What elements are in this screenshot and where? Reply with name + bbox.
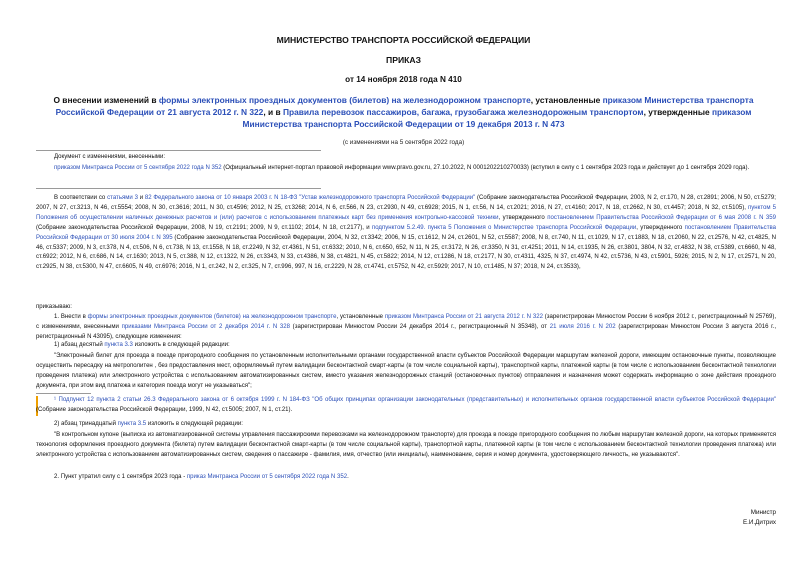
title-text: , установленные: [530, 95, 603, 105]
item-text: (зарегистрирован Минюстом России 24 декабря 2014 г., регистрационный N 35348), от: [289, 323, 550, 330]
title-link-order-473[interactable]: приказом Министерства транспорта Российской Федерации от 19 декабря 2013 г. N 473: [242, 107, 752, 130]
item1-link-order-202[interactable]: 21 июля 2016 г. N 202: [549, 323, 616, 330]
subitem-2-quote: "В контрольном купоне (выписка из автоматизированной системы управления пассажирскими перевозками на железнодорожном транспорте) для проезда в поезде пригородного сообщения по любым маршрутам железной дороги, на которых применяется технология оформления проездного документа (билета) путем валидации бесконтактной смарт-карты (в том числе социальной карты), транспортной карты, платежной карты (в том числе с использованием бесконтактной технологии проведения платежа) или электронного устройства с использованием автоматизированных систем, сведения о пассажире - фамилия, имя, отчество (или инициалы), наименование, серия и номер документа, удостоверяющего личность, не указываются".: [36, 432, 776, 458]
preamble-text: , утвержденного: [498, 214, 548, 221]
footnote-link-law-184fz[interactable]: ¹ Подпункт 12 пункта 2 статьи 26.3 Федерального закона от 6 октября 1999 г. N 184-ФЗ "Об общих принципах организации законодательных (представительных) и исполнительных органов государственной власти субъектов Российской Федерации": [54, 397, 776, 403]
title-link-rules[interactable]: Правила перевозок пассажиров, багажа, грузобагажа железнодорожным транспортом: [282, 107, 644, 118]
title-text: О внесении изменений в: [53, 95, 159, 105]
divider: [36, 188, 321, 189]
item-text: (зарегистрирован Минюстом России 6 ноября 2012 г., регистрационный N 25769), с изменениями, внесенными: [36, 314, 777, 330]
order-word: приказываю:: [36, 304, 72, 310]
item1-link-order-328[interactable]: приказами Минтранса России от 2 декабря 2014 г. N 328: [121, 323, 290, 330]
item-1-paragraph: [36, 313, 776, 343]
preamble-link-articles-3[interactable]: статьями 3: [107, 195, 138, 201]
subitem-text: изложить в следующей редакции:: [132, 342, 230, 348]
ministry-heading: МИНИСТЕРСТВО ТРАНСПОРТА РОССИЙСКОЙ ФЕДЕРАЦИИ: [276, 35, 531, 45]
item1-link-forms[interactable]: формы электронных проездных документов (билетов) на железнодорожном транспорте: [87, 314, 337, 320]
preamble-text: (Собрание законодательства Российской Федерации, 2008, N 19, ст.2191; 2009, N 9, ст.1102; 2014, N 18, ст.2177), и: [36, 224, 372, 231]
doc-date-number: от 14 ноября 2018 года N 410: [345, 75, 462, 84]
changes-text: (Официальный интернет-портал правовой информации www.pravo.gov.ru, 27.10.2022, N 0001202210270033) (вступил в силу с 1 сентября 2023 года и действует до 1 сентября 2029 года).: [221, 165, 750, 171]
preamble-text: и: [137, 195, 145, 201]
subitem1-link-point-3-3[interactable]: пункта 3.3: [104, 342, 133, 348]
subitem2-link-point-3-5[interactable]: пункта 3.5: [117, 421, 147, 427]
title-link-forms[interactable]: формы электронных проездных документов (билетов) на железнодорожном транспорте: [158, 95, 531, 105]
preamble-link-resolution-395[interactable]: постановлением Правительства Российской Федерации от 30 июля 2004 г. N 395: [36, 224, 776, 241]
title-link-order-322[interactable]: приказом Министерства транспорта Российской Федерации от 21 августа 2012 г. N 322: [55, 95, 754, 118]
footnote-text: (Собрание законодательства Российской Федерации, 1999, N 42, ст.5005; 2007, N 1, ст.21).: [36, 406, 293, 413]
subitem-1-heading: [36, 341, 776, 351]
item-text: 1. Внести в: [54, 314, 88, 320]
changes-link-order-352[interactable]: приказом Минтранса России от 5 сентября 2022 года N 352: [54, 165, 222, 171]
subitem-2-heading: [36, 420, 776, 430]
document-title: [40, 94, 767, 131]
doc-type-heading: ПРИКАЗ: [386, 55, 421, 65]
preamble-text: , утвержденного: [636, 224, 685, 231]
item1-link-order-322[interactable]: приказом Минтранса России от 21 августа 2012 г. N 322: [384, 314, 543, 320]
item2-link-order-352[interactable]: приказ Минтранса России от 5 сентября 2022 года N 352: [186, 474, 348, 480]
changes-intro: Документ с изменениями, внесенными:: [54, 154, 166, 160]
preamble-link-resolution-359[interactable]: постановлением Правительства Российской Федерации от 6 мая 2008 г. N 359: [547, 214, 776, 221]
item-text: 2. Пункт утратил силу с 1 сентября 2023 года -: [54, 474, 187, 480]
title-text: , и в: [263, 107, 283, 118]
divider: [36, 150, 321, 151]
preamble-link-federal-law-18fz[interactable]: 82 Федерального закона от 10 января 2003 г. N 18-ФЗ "Устав железнодорожного транспорта Российской Федерации": [144, 195, 476, 201]
subitem-text: 1) абзац десятый: [54, 342, 105, 348]
item-text: (зарегистрирован Минюстом России 3 августа 2016 г., регистрационный N 43095), следующие изменения:: [36, 323, 776, 340]
preamble-text: (Собрание законодательства Российской Федерации, 2003, N 2, ст.170, N 28, ст.2891; 2006, N 50, ст.5279; 2007, N 27, ст.3213, N 46, ст.5554; 2008, N 30, ст.3616; 2011, N 30, ст.4596; 2012, N 25, ст.3268; 2014, N 6, ст.566, N 23, ст.2930, N 49, ст.6928; 2015, N 1, ст.56, N 14, ст.2021; 2016, N 27, ст.4160; 2017, N 18, ст.2662, N 30, ст.4457; 2018, N 32, ст.5105),: [36, 195, 776, 211]
item-text: , установленные: [336, 314, 385, 320]
preamble-link-ministry-regulation[interactable]: подпунктом 5.2.49. пункта 5 Положения о Министерстве транспорта Российской Федерации: [371, 224, 637, 231]
title-text: , утвержденные: [643, 107, 712, 118]
subitem-text: 2) абзац тринадцатый: [54, 421, 118, 427]
preamble-text: В соответствии со: [54, 195, 108, 201]
item-text: .: [347, 474, 349, 480]
footnote-divider: [36, 393, 91, 394]
preamble-text: (Собрание законодательства Российской Федерации, 2004, N 32, ст.3342; 2006, N 15, ст.1612, N 24, ст.2601, N 52, ст.5587; 2008, N 8, ст.740, N 11, ст.1029, N 17, ст.1883, N 18, ст.2060, N 22, ст.2576, N 42, ст.4825, N 46, ст.5337; 2009, N 3, ст.378, N 4, ст.506, N 6, ст.738, N 13, ст.1558, N 18, ст.2249, N 32, ст.4361, N 51, ст.6332; 2010, N 6, ст.650, 652, N 11, N 25, ст.3172, N 26, ст.3350, N 31, ст.4251; 2011, N 14, ст.1935, N 26, ст.3801, 3804, N 32, ст.4832, N 38, ст.5389, ст.6660, N 48, ст.6922; 2012, N 6, ст.686, N 14, ст.1630; 2013, N 5, ст.388, N 12, ст.1322, N 26, ст.3343, N 33, ст.4386, N 38, ст.4821, N 45, ст.5822; 2014, N 12, ст.1286, N 18, ст.2177, N 30, ст.4311, 4325, N 37, ст.4974, N 42, ст.5736, N 43, ст.5901, 5926; 2015, N 2, N 17, ст.2571, N 20, ст.2925, N 38, ст.5300, N 47, ст.6605, N 49, ст.6976; 2016, N 1, ст.242, N 2, ст.325, N 7, ст.996, 997, N 16, ст.2229, N 28, ст.4741, ст.5752, N 42, ст.5929; 2017, N 10, ст.1485, N 37; 2018, N 24, ст.3533),: [36, 234, 776, 271]
item-2-paragraph: [36, 473, 776, 483]
signature-name: Е.И.Дитрих: [742, 519, 776, 526]
revision-note: (с изменениями на 5 сентября 2022 года): [342, 139, 465, 146]
changes-entry: [36, 164, 776, 174]
preamble-paragraph: [36, 194, 776, 273]
signature-position: Министр: [750, 509, 776, 516]
subitem-text: изложить в следующей редакции:: [146, 421, 243, 427]
preamble-link-cash-regulation[interactable]: пунктом 5 Положения об осуществлении наличных денежных расчетов и (или) расчетов с использованием платежных карт без применения контрольно-кассовой техники: [36, 204, 776, 221]
footnote: [36, 396, 776, 416]
subitem-1-quote: "Электронный билет для проезда в поезде пригородного сообщения по установленным исполнительными органами государственной власти субъектов Российской Федерации маршрутам железной дороги, имеющим остановочные пункты, позволяющие осуществить пересадку на метрополитен , без предоставления мест, оформляемый путем валидации бесконтактной смарт-карты (в том числе социальной карты), транспортной карты, платежной карты (в том числе с использованием бесконтактной технологии проведения платежа) или электронного устройства с использованием автоматизированных систем, вместо указания железнодорожных станций (остановочных пунктов) отправления и назначения может содержать информацию о зоне действия проездного документа, при этом вид платежа и категория поезда могут не указываться";: [36, 353, 776, 389]
